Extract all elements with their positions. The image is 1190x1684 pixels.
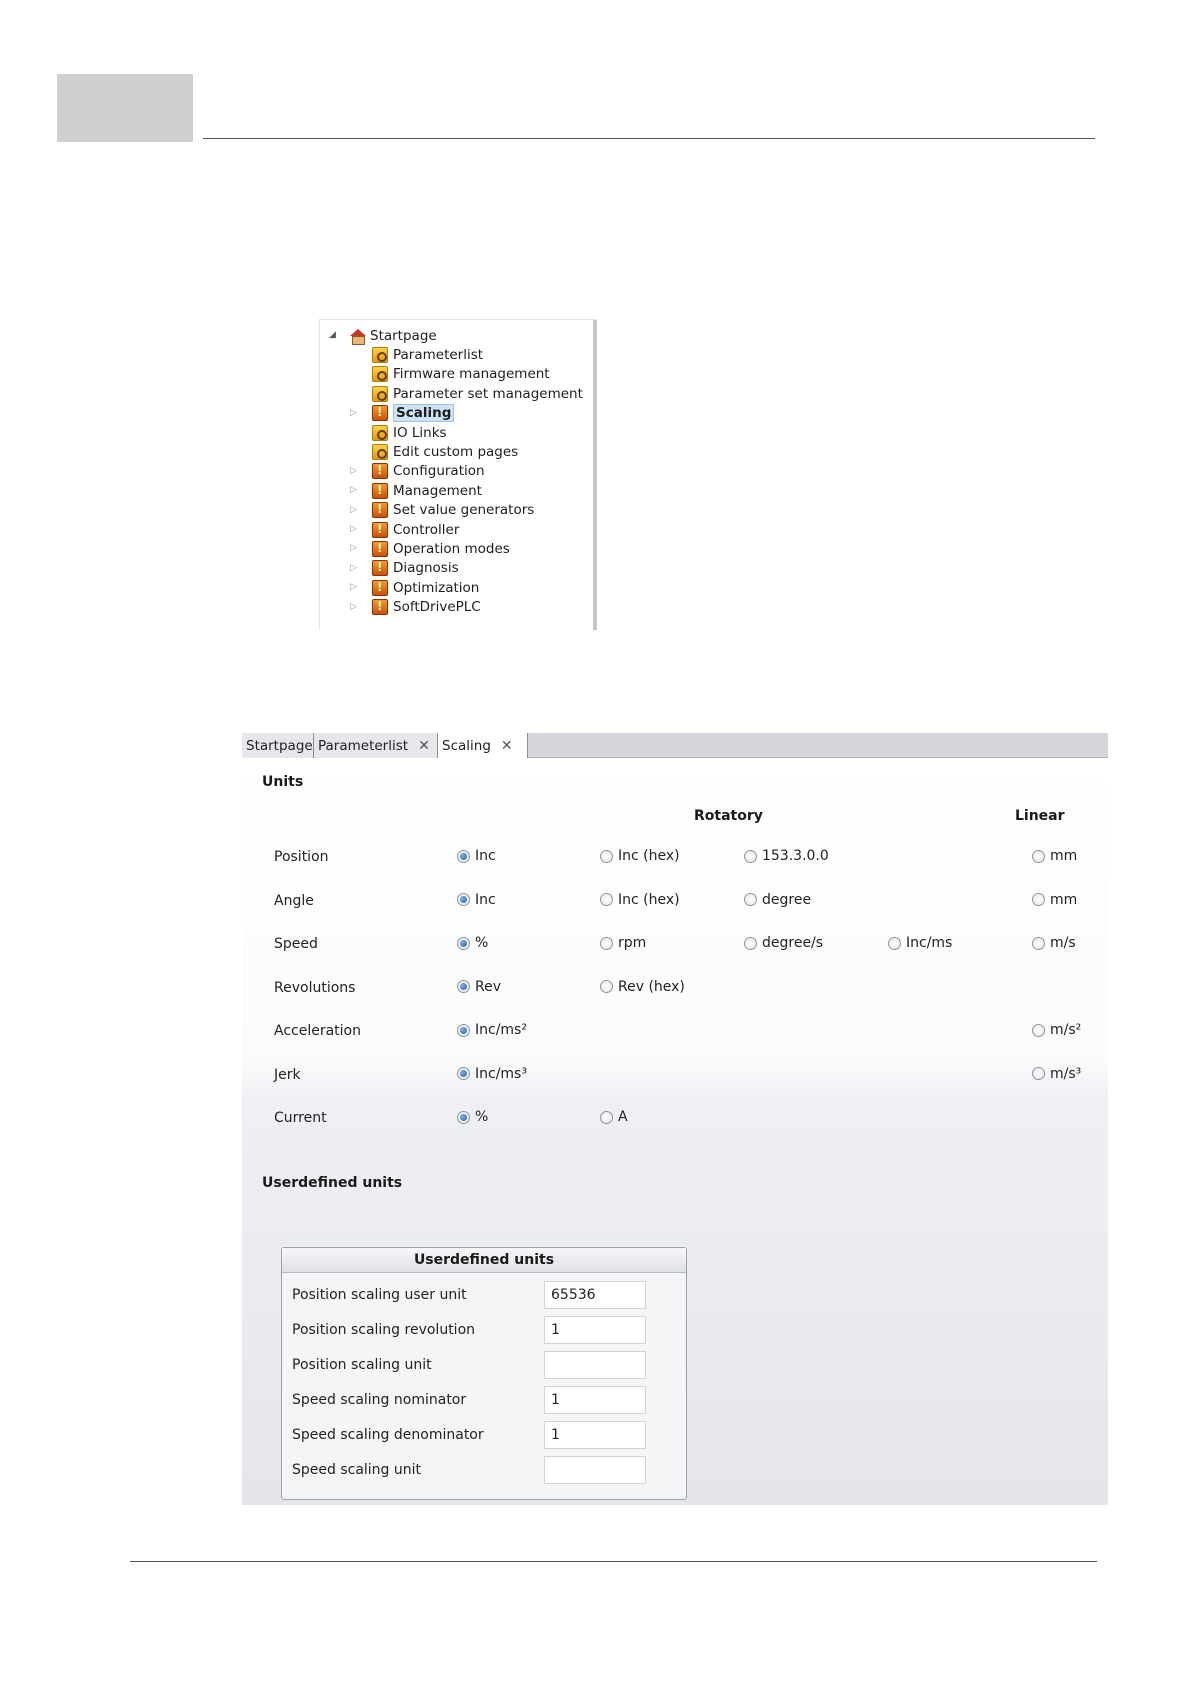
navigation-tree[interactable] (319, 319, 597, 630)
tree-item[interactable] (350, 559, 459, 578)
close-icon[interactable]: ✕ (418, 737, 430, 754)
collapse-arrow-icon[interactable]: ◢ (329, 330, 336, 340)
tree-item[interactable] (350, 481, 482, 500)
userdefined-value-input[interactable]: 1 (544, 1386, 646, 1414)
userdefined-row-label: Position scaling unit (292, 1357, 432, 1373)
expand-arrow-icon[interactable]: ▷ (350, 504, 357, 515)
radio-checked-icon[interactable] (457, 937, 470, 950)
tree-item[interactable] (350, 404, 454, 423)
expand-arrow-icon[interactable]: ▷ (350, 524, 357, 534)
radio-checked-icon[interactable] (457, 1024, 470, 1037)
radio-label: Inc/ms (906, 935, 953, 951)
userdefined-value-input[interactable] (544, 1456, 646, 1484)
radio-label: m/s³ (1050, 1065, 1082, 1082)
unit-radio-option[interactable] (600, 848, 680, 864)
tree-item-label: Configuration (393, 463, 485, 480)
document-tab-bar (242, 733, 1108, 758)
expand-arrow-icon[interactable]: ▷ (350, 543, 357, 554)
tree-item-label: Firmware management (393, 366, 550, 383)
tree-item[interactable] (350, 520, 460, 539)
radio-label: m/s² (1050, 1022, 1082, 1038)
radio-label: Rev (hex) (618, 978, 685, 995)
userdefined-units-table (281, 1247, 687, 1500)
userdefined-row-label: Speed scaling denominator (292, 1427, 484, 1443)
footer-rule (130, 1561, 1097, 1562)
radio-label: Inc (hex) (618, 848, 680, 864)
tree-item-label: Edit custom pages (393, 443, 519, 460)
userdefined-row-label: Position scaling user unit (292, 1287, 467, 1303)
tab-startpage[interactable] (242, 733, 314, 758)
unit-radio-option[interactable] (744, 848, 829, 864)
radio-unchecked-icon[interactable] (600, 980, 613, 993)
radio-unchecked-icon[interactable] (1032, 1024, 1045, 1037)
unit-row-label: Current (274, 1110, 327, 1126)
unit-radio-option[interactable] (1032, 935, 1076, 951)
radio-label: Inc/ms³ (475, 1065, 527, 1082)
unit-radio-option[interactable] (600, 979, 685, 995)
unit-radio-option[interactable] (457, 892, 496, 908)
folder-icon (372, 560, 388, 576)
unit-radio-option[interactable] (600, 1109, 628, 1125)
tree-item-label: SoftDrivePLC (393, 599, 481, 616)
unit-row-label: Revolutions (274, 979, 356, 996)
tab-label: Parameterlist (318, 737, 409, 754)
tree-item-label: IO Links (393, 424, 447, 441)
unit-radio-option[interactable] (1032, 892, 1077, 908)
tree-item-label: Parameter set management (393, 385, 583, 402)
radio-unchecked-icon[interactable] (600, 937, 613, 950)
userdefined-row-label: Speed scaling nominator (292, 1392, 467, 1408)
tree-item[interactable] (350, 598, 481, 617)
radio-checked-icon[interactable] (457, 850, 470, 863)
radio-label: % (475, 935, 489, 951)
tree-item[interactable] (372, 365, 550, 384)
tree-item[interactable] (372, 345, 483, 364)
unit-radio-option[interactable] (457, 1109, 488, 1125)
header-rule (203, 138, 1095, 139)
radio-unchecked-icon[interactable] (1032, 850, 1045, 863)
tree-item[interactable] (350, 578, 480, 597)
folder-icon (372, 502, 388, 518)
tree-item-label: Optimization (393, 579, 480, 596)
unit-radio-option[interactable] (600, 892, 680, 908)
unit-row-label: Acceleration (274, 1023, 361, 1039)
unit-row-label: Jerk (274, 1066, 301, 1083)
tree-item-label: Startpage (370, 327, 437, 344)
tree-item-label: Parameterlist (393, 346, 484, 363)
tree-item-label: Operation modes (393, 540, 510, 557)
tab-scaling[interactable] (438, 733, 528, 759)
radio-label: Inc (475, 891, 496, 908)
radio-label: Inc (hex) (618, 891, 680, 908)
tree-item[interactable] (372, 442, 518, 461)
userdefined-section-title: Userdefined units (262, 1175, 403, 1191)
expand-arrow-icon[interactable]: ▷ (350, 562, 357, 573)
userdefined-row-label: Position scaling revolution (292, 1322, 476, 1338)
expand-arrow-icon[interactable]: ▷ (350, 465, 357, 476)
expand-arrow-icon[interactable]: ▷ (350, 582, 357, 593)
userdefined-value-input[interactable]: 1 (544, 1316, 646, 1344)
unit-radio-option[interactable] (457, 848, 496, 864)
radio-label: Rev (475, 978, 501, 995)
tree-item[interactable] (329, 326, 437, 345)
tree-item-label: Diagnosis (393, 560, 459, 577)
radio-label: degree/s (762, 935, 824, 951)
unit-row-label: Position (274, 849, 329, 865)
tree-item-label: Management (393, 482, 482, 499)
radio-unchecked-icon[interactable] (744, 937, 757, 950)
page-icon (372, 366, 388, 382)
folder-icon (372, 522, 388, 538)
expand-arrow-icon[interactable]: ▷ (350, 485, 357, 496)
page-icon (372, 425, 388, 441)
tree-item-label: Scaling (393, 404, 454, 422)
radio-checked-icon[interactable] (457, 1067, 470, 1080)
folder-icon (372, 483, 388, 499)
radio-label: mm (1050, 848, 1078, 864)
tree-item[interactable] (350, 462, 485, 481)
radio-unchecked-icon[interactable] (600, 850, 613, 863)
radio-label: m/s (1050, 935, 1076, 951)
radio-unchecked-icon[interactable] (1032, 937, 1045, 950)
unit-radio-option[interactable] (457, 1066, 527, 1082)
tree-item[interactable] (372, 423, 447, 442)
folder-icon (372, 580, 388, 596)
unit-radio-option[interactable] (1032, 1066, 1081, 1082)
radio-label: 153.3.0.0 (762, 848, 829, 864)
radio-label: % (475, 1109, 489, 1125)
page-header-tab-box (57, 74, 193, 142)
userdefined-value-input[interactable] (544, 1351, 646, 1379)
userdefined-table-header: Userdefined units (282, 1248, 686, 1273)
unit-radio-option[interactable] (457, 979, 501, 995)
folder-icon (372, 405, 388, 421)
expand-arrow-icon[interactable]: ▷ (350, 407, 357, 418)
unit-radio-option[interactable] (457, 1022, 527, 1038)
tab-parameterlist[interactable] (314, 733, 438, 758)
unit-radio-option[interactable] (457, 935, 488, 951)
unit-radio-option[interactable] (744, 892, 811, 908)
radio-checked-icon[interactable] (457, 980, 470, 993)
folder-icon (372, 463, 388, 479)
tab-label: Startpage (246, 737, 313, 754)
radio-label: degree (762, 891, 812, 908)
radio-unchecked-icon[interactable] (744, 893, 757, 906)
folder-icon (372, 541, 388, 557)
unit-radio-option[interactable] (1032, 848, 1077, 864)
radio-unchecked-icon[interactable] (744, 850, 757, 863)
radio-unchecked-icon[interactable] (1032, 1067, 1045, 1080)
radio-label: Inc (475, 848, 496, 864)
home-icon (349, 328, 365, 344)
folder-icon (372, 599, 388, 615)
radio-label: mm (1050, 891, 1078, 908)
rotatory-column-header: Rotatory (694, 808, 763, 824)
page-icon (372, 386, 388, 402)
expand-arrow-icon[interactable]: ▷ (350, 601, 357, 612)
units-section-title: Units (262, 774, 304, 790)
radio-label: Inc/ms² (475, 1022, 527, 1038)
tree-item-label: Controller (393, 521, 460, 538)
close-icon[interactable]: ✕ (500, 738, 513, 754)
radio-unchecked-icon[interactable] (1032, 893, 1045, 906)
page-icon (372, 444, 388, 460)
radio-checked-icon[interactable] (457, 893, 470, 906)
unit-radio-option[interactable] (1032, 1022, 1081, 1038)
radio-label: A (618, 1109, 628, 1125)
radio-unchecked-icon[interactable] (600, 893, 613, 906)
radio-unchecked-icon[interactable] (888, 937, 901, 950)
tree-item[interactable] (350, 539, 510, 558)
unit-radio-option[interactable] (600, 935, 646, 951)
page-icon (372, 347, 388, 363)
userdefined-value-input[interactable]: 65536 (544, 1281, 646, 1309)
tab-label: Scaling (442, 738, 491, 754)
radio-unchecked-icon[interactable] (600, 1111, 613, 1124)
userdefined-row-label: Speed scaling unit (292, 1462, 422, 1478)
radio-label: rpm (618, 935, 647, 951)
userdefined-value-input[interactable]: 1 (544, 1421, 646, 1449)
unit-radio-option[interactable] (888, 935, 952, 951)
radio-checked-icon[interactable] (457, 1111, 470, 1124)
tree-item[interactable] (350, 501, 535, 520)
tree-item-label: Set value generators (393, 502, 535, 519)
linear-column-header: Linear (1015, 808, 1065, 824)
tree-scrollbar[interactable] (593, 320, 597, 630)
unit-row-label: Angle (274, 892, 314, 909)
unit-radio-option[interactable] (744, 935, 823, 951)
unit-row-label: Speed (274, 936, 318, 952)
tree-item[interactable] (372, 384, 583, 403)
